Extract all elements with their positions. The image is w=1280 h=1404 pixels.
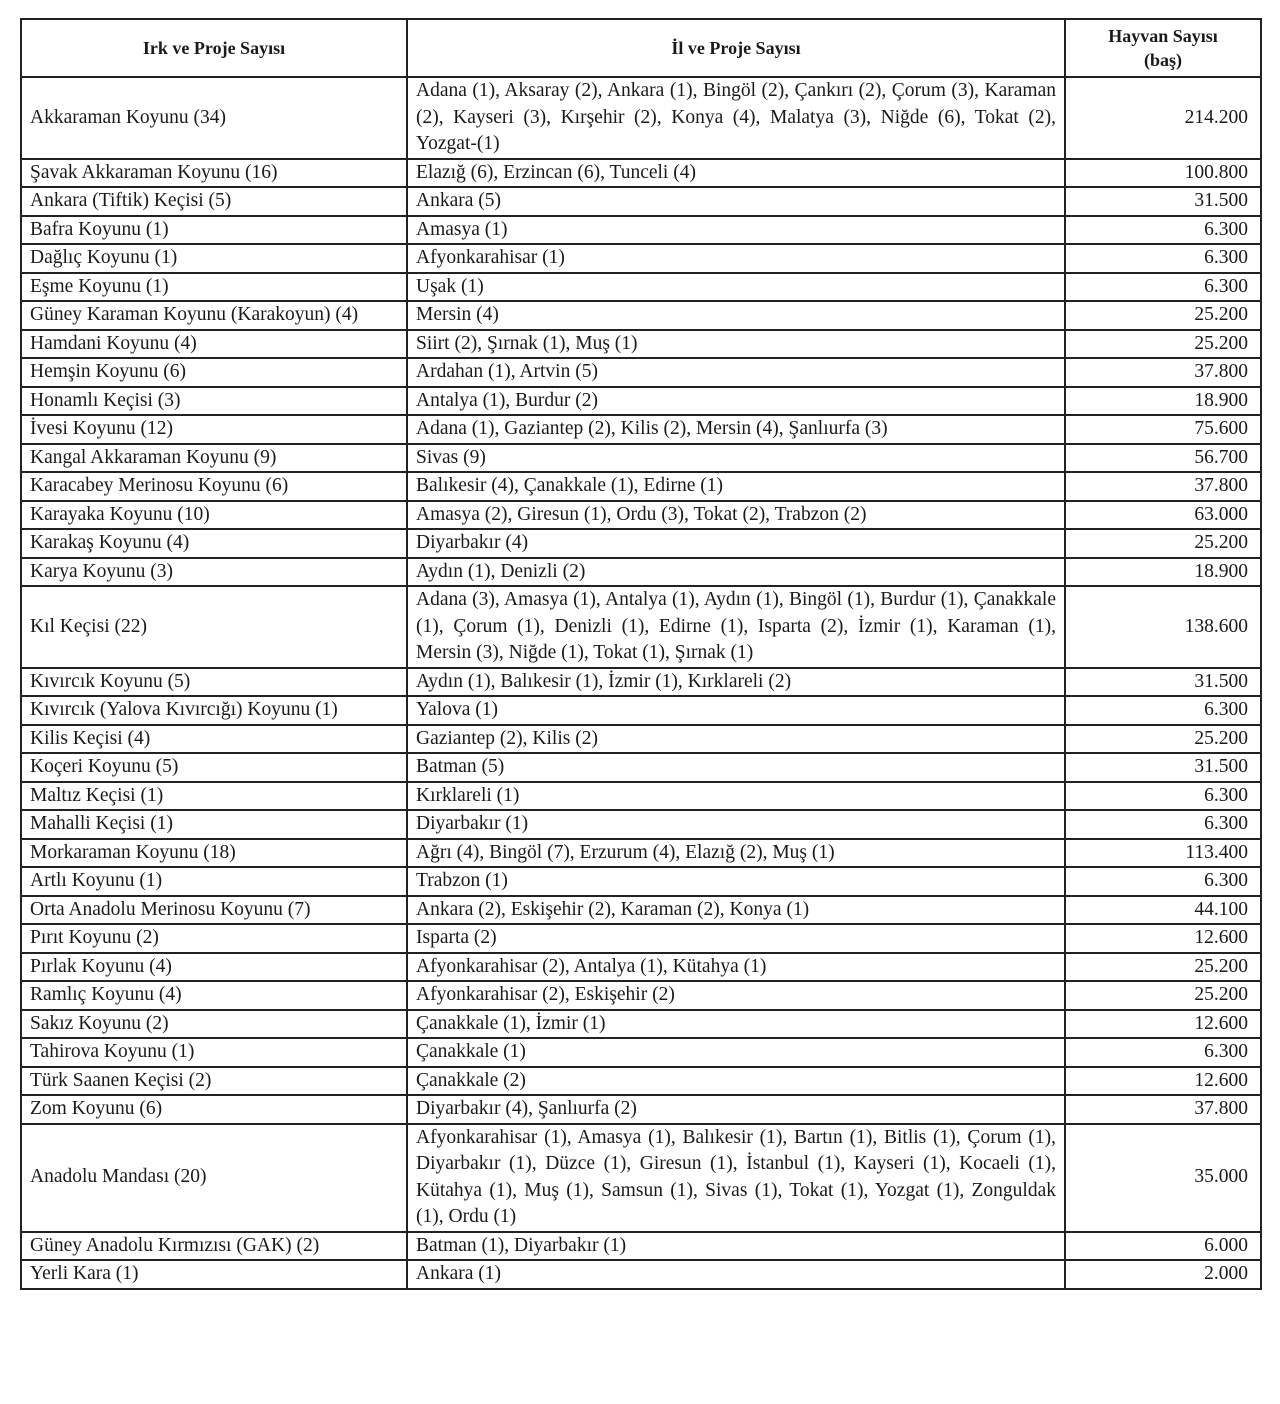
breed-cell: Hemşin Koyunu (6) [21,358,407,387]
table-row [21,696,1261,725]
header-count-line2: (baş) [1143,50,1182,70]
breed-cell: Zom Koyunu (6) [21,1095,407,1124]
province-cell: Batman (1), Diyarbakır (1) [407,1232,1065,1261]
breed-cell: Türk Saanen Keçisi (2) [21,1067,407,1096]
table-row [21,301,1261,330]
breed-cell: Karayaka Koyunu (10) [21,501,407,530]
province-cell: Ankara (2), Eskişehir (2), Karaman (2), Konya (1) [407,896,1065,925]
table-row [21,415,1261,444]
animal-count-cell: 6.300 [1065,216,1261,245]
province-cell: Uşak (1) [407,273,1065,302]
animal-count-cell: 35.000 [1065,1124,1261,1232]
province-cell: Ardahan (1), Artvin (5) [407,358,1065,387]
animal-count-cell: 18.900 [1065,387,1261,416]
table-row [21,1038,1261,1067]
table-row [21,725,1261,754]
animal-count-cell: 18.900 [1065,558,1261,587]
breed-cell: Anadolu Mandası (20) [21,1124,407,1232]
animal-count-cell: 25.200 [1065,529,1261,558]
animal-count-cell: 37.800 [1065,1095,1261,1124]
province-cell: Amasya (2), Giresun (1), Ordu (3), Tokat (2), Trabzon (2) [407,501,1065,530]
animal-count-cell: 6.300 [1065,810,1261,839]
province-cell: Ankara (1) [407,1260,1065,1289]
province-cell: Sivas (9) [407,444,1065,473]
breed-cell: Kilis Keçisi (4) [21,725,407,754]
animal-count-cell: 31.500 [1065,753,1261,782]
breed-cell: Pırlak Koyunu (4) [21,953,407,982]
province-cell: Mersin (4) [407,301,1065,330]
animal-count-cell: 6.300 [1065,244,1261,273]
table-row [21,953,1261,982]
table-row [21,358,1261,387]
table-row [21,1232,1261,1261]
document-page [20,18,1260,1290]
animal-count-cell: 12.600 [1065,1010,1261,1039]
animal-count-cell: 25.200 [1065,725,1261,754]
table-row [21,77,1261,159]
province-cell: Diyarbakır (4), Şanlıurfa (2) [407,1095,1065,1124]
breed-cell: Pırıt Koyunu (2) [21,924,407,953]
province-cell: Kırklareli (1) [407,782,1065,811]
animal-count-cell: 31.500 [1065,187,1261,216]
breed-cell: Mahalli Keçisi (1) [21,810,407,839]
animal-count-cell: 12.600 [1065,924,1261,953]
province-cell: Yalova (1) [407,696,1065,725]
animal-count-cell: 6.300 [1065,696,1261,725]
table-row [21,216,1261,245]
province-cell: Amasya (1) [407,216,1065,245]
province-cell: Aydın (1), Balıkesir (1), İzmir (1), Kırklareli (2) [407,668,1065,697]
table-row [21,810,1261,839]
province-cell: Afyonkarahisar (2), Antalya (1), Kütahya (1) [407,953,1065,982]
breed-cell: Eşme Koyunu (1) [21,273,407,302]
breed-cell: Karacabey Merinosu Koyunu (6) [21,472,407,501]
animal-count-cell: 100.800 [1065,159,1261,188]
animal-count-cell: 25.200 [1065,330,1261,359]
table-row [21,501,1261,530]
table-row [21,558,1261,587]
table-row [21,244,1261,273]
province-cell: Afyonkarahisar (2), Eskişehir (2) [407,981,1065,1010]
breed-cell: Yerli Kara (1) [21,1260,407,1289]
breed-cell: Akkaraman Koyunu (34) [21,77,407,159]
breed-project-table [20,18,1262,1290]
breed-cell: Koçeri Koyunu (5) [21,753,407,782]
animal-count-cell: 6.000 [1065,1232,1261,1261]
table-row [21,924,1261,953]
breed-cell: Dağlıç Koyunu (1) [21,244,407,273]
province-cell: Çanakkale (1), İzmir (1) [407,1010,1065,1039]
animal-count-cell: 6.300 [1065,1038,1261,1067]
province-cell: Diyarbakır (1) [407,810,1065,839]
breed-cell: Honamlı Keçisi (3) [21,387,407,416]
breed-cell: Sakız Koyunu (2) [21,1010,407,1039]
table-row [21,187,1261,216]
animal-count-cell: 214.200 [1065,77,1261,159]
header-breed: Irk ve Proje Sayısı [21,19,407,77]
header-row [21,19,1261,77]
breed-cell: Güney Anadolu Kırmızısı (GAK) (2) [21,1232,407,1261]
province-cell: Çanakkale (2) [407,1067,1065,1096]
breed-cell: Maltız Keçisi (1) [21,782,407,811]
province-cell: Batman (5) [407,753,1065,782]
animal-count-cell: 113.400 [1065,839,1261,868]
table-row [21,586,1261,668]
table-row [21,330,1261,359]
animal-count-cell: 6.300 [1065,867,1261,896]
province-cell: Elazığ (6), Erzincan (6), Tunceli (4) [407,159,1065,188]
province-cell: Afyonkarahisar (1) [407,244,1065,273]
table-body [21,77,1261,1289]
table-row [21,273,1261,302]
animal-count-cell: 75.600 [1065,415,1261,444]
breed-cell: Tahirova Koyunu (1) [21,1038,407,1067]
animal-count-cell: 12.600 [1065,1067,1261,1096]
table-row [21,387,1261,416]
table-header [21,19,1261,77]
animal-count-cell: 37.800 [1065,472,1261,501]
province-cell: Antalya (1), Burdur (2) [407,387,1065,416]
table-row [21,753,1261,782]
province-cell: Siirt (2), Şırnak (1), Muş (1) [407,330,1065,359]
animal-count-cell: 25.200 [1065,953,1261,982]
table-row [21,1124,1261,1232]
province-cell: Çanakkale (1) [407,1038,1065,1067]
table-row [21,867,1261,896]
breed-cell: Artlı Koyunu (1) [21,867,407,896]
header-count-line1: Hayvan Sayısı [1108,26,1218,46]
breed-cell: Şavak Akkaraman Koyunu (16) [21,159,407,188]
animal-count-cell: 6.300 [1065,273,1261,302]
table-row [21,1067,1261,1096]
animal-count-cell: 6.300 [1065,782,1261,811]
province-cell: Afyonkarahisar (1), Amasya (1), Balıkesir (1), Bartın (1), Bitlis (1), Çorum (1), Diyarbakır (1), Düzce (1), Giresun (1), İstanbul (1), Kayseri (1), Kocaeli (1), Kütahya (1), Muş (1), Samsun (1), Sivas (1), Tokat (1), Yozgat (1), Zonguldak (1), Ordu (1) [407,1124,1065,1232]
table-row [21,159,1261,188]
table-row [21,668,1261,697]
breed-cell: Morkaraman Koyunu (18) [21,839,407,868]
breed-cell: Ankara (Tiftik) Keçisi (5) [21,187,407,216]
table-row [21,1260,1261,1289]
animal-count-cell: 31.500 [1065,668,1261,697]
breed-cell: Kıvırcık (Yalova Kıvırcığı) Koyunu (1) [21,696,407,725]
table-row [21,529,1261,558]
animal-count-cell: 56.700 [1065,444,1261,473]
breed-cell: Ramlıç Koyunu (4) [21,981,407,1010]
animal-count-cell: 63.000 [1065,501,1261,530]
province-cell: Ankara (5) [407,187,1065,216]
province-cell: Adana (1), Gaziantep (2), Kilis (2), Mersin (4), Şanlıurfa (3) [407,415,1065,444]
table-row [21,1095,1261,1124]
animal-count-cell: 25.200 [1065,301,1261,330]
table-row [21,839,1261,868]
table-row [21,444,1261,473]
province-cell: Adana (3), Amasya (1), Antalya (1), Aydın (1), Bingöl (1), Burdur (1), Çanakkale (1), Çorum (1), Denizli (1), Edirne (1), Isparta (2), İzmir (1), Karaman (1), Mersin (3), Niğde (1), Tokat (1), Şırnak (1) [407,586,1065,668]
province-cell: Aydın (1), Denizli (2) [407,558,1065,587]
breed-cell: İvesi Koyunu (12) [21,415,407,444]
breed-cell: Karya Koyunu (3) [21,558,407,587]
province-cell: Isparta (2) [407,924,1065,953]
breed-cell: Bafra Koyunu (1) [21,216,407,245]
header-province: İl ve Proje Sayısı [407,19,1065,77]
table-row [21,896,1261,925]
header-animal-count [1065,19,1261,77]
province-cell: Trabzon (1) [407,867,1065,896]
province-cell: Adana (1), Aksaray (2), Ankara (1), Bingöl (2), Çankırı (2), Çorum (3), Karaman (2), Kayseri (3), Kırşehir (2), Konya (4), Malatya (3), Niğde (6), Tokat (2), Yozgat-(1) [407,77,1065,159]
animal-count-cell: 2.000 [1065,1260,1261,1289]
breed-cell: Kıvırcık Koyunu (5) [21,668,407,697]
animal-count-cell: 138.600 [1065,586,1261,668]
province-cell: Diyarbakır (4) [407,529,1065,558]
table-row [21,472,1261,501]
table-row [21,782,1261,811]
breed-cell: Hamdani Koyunu (4) [21,330,407,359]
breed-cell: Karakaş Koyunu (4) [21,529,407,558]
breed-cell: Kıl Keçisi (22) [21,586,407,668]
animal-count-cell: 37.800 [1065,358,1261,387]
province-cell: Balıkesir (4), Çanakkale (1), Edirne (1) [407,472,1065,501]
breed-cell: Güney Karaman Koyunu (Karakoyun) (4) [21,301,407,330]
province-cell: Gaziantep (2), Kilis (2) [407,725,1065,754]
breed-cell: Orta Anadolu Merinosu Koyunu (7) [21,896,407,925]
province-cell: Ağrı (4), Bingöl (7), Erzurum (4), Elazığ (2), Muş (1) [407,839,1065,868]
animal-count-cell: 25.200 [1065,981,1261,1010]
animal-count-cell: 44.100 [1065,896,1261,925]
table-row [21,981,1261,1010]
table-row [21,1010,1261,1039]
breed-cell: Kangal Akkaraman Koyunu (9) [21,444,407,473]
